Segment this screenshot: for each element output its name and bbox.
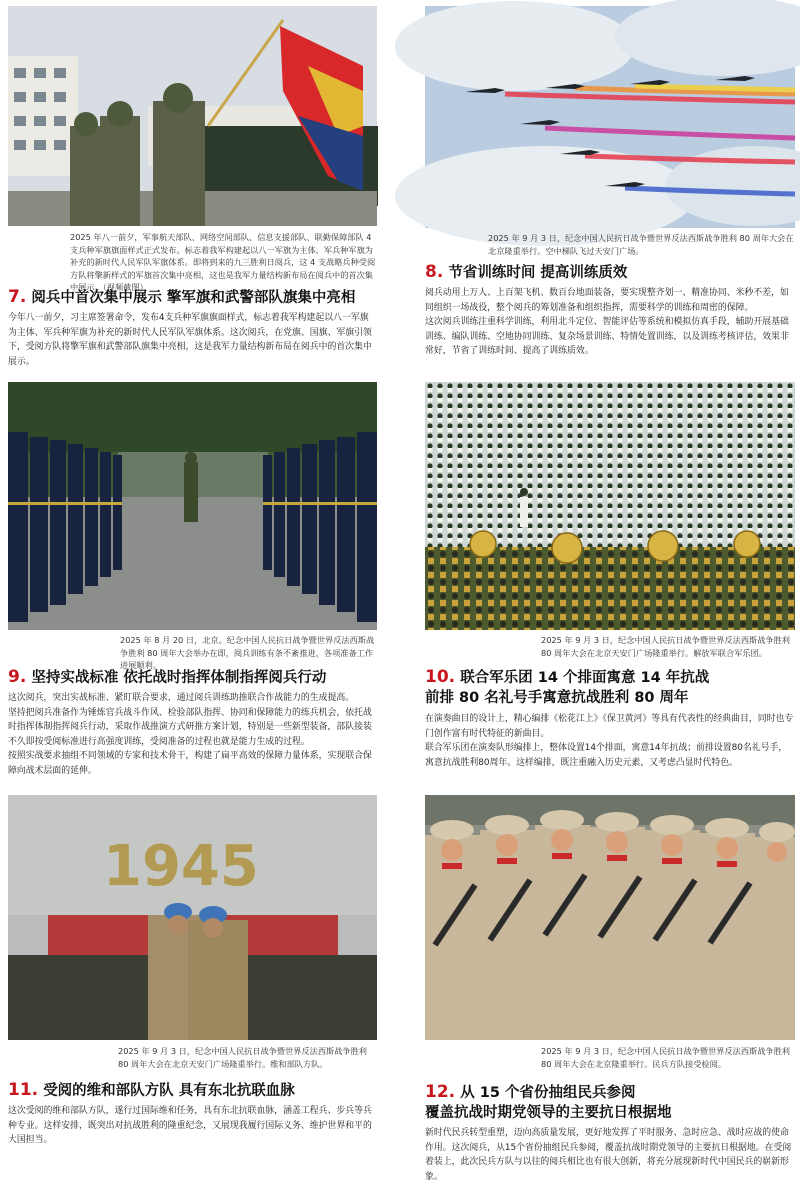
section-12-title: 从 15 个省份抽组民兵参阅 — [460, 1085, 636, 1101]
section-10-body — [425, 712, 795, 770]
section-12-heading — [425, 1082, 635, 1103]
section-10-paragraph-2: 联合军乐团在演奏队形编排上，整体设置14个排面，寓意14年抗战；前排设置80名礼号手，寓意抗战胜利80周年。这样编排，既注重融入历史元素，又考虑凸显时代特色。 — [425, 743, 788, 768]
section-10-subtitle: 前排 80 名礼号手寓意抗战胜利 80 周年 — [425, 690, 689, 706]
section-9-paragraph-1: 这次阅兵，突出实战标准、紧盯联合要求，通过阅兵训练助推联合作战能力的生成提高。 — [8, 693, 355, 703]
section-11-number: 11. — [8, 1080, 39, 1100]
section-11-title: 受阅的维和部队方队 具有东北抗联血脉 — [43, 1083, 295, 1099]
section-7-paragraph: 今年八一前夕，习主席签署命令，发布4支兵种军旗旗面样式，标志着我军构建起以八一军旗为主体、军兵种军旗为补充的新时代人民军队军旗体系。这次阅兵，在党旗、国旗、军旗引领下，受阅方队将擎军旗和武警部队旗集中亮相，这是我军力量结构新布局在阅兵中的首次集中展示。 — [8, 313, 372, 367]
section-10-caption: 2025 年 9 月 3 日，纪念中国人民抗日战争暨世界反法西斯战争胜利 80 周年大会在北京天安门广场隆重举行。解放军联合军乐团。 — [541, 635, 790, 658]
section-12-paragraph: 新时代民兵转型重塑，迈向高质量发展，更好地发挥了平时服务、急时应急、战时应战的使命作用。这次阅兵，从15个省份抽组民兵参阅，覆盖抗战时期党领导的主要抗日根据地。在受阅着装上，此次民兵方队与以往的阅兵相比也有很大创新，将充分展现新时代中国民兵的崭新形象。 — [425, 1128, 792, 1182]
section-12-number: 12. — [425, 1082, 456, 1102]
section-7-body — [8, 311, 377, 369]
section-9-caption: 2025 年 8 月 20 日，北京。纪念中国人民抗日战争暨世界反法西斯战争胜利 80 周年大会举办在即，阅兵训练有条不紊推进，各项准备工作进展顺利。 — [120, 635, 375, 670]
section-8-paragraph-1: 阅兵动用上万人、上百架飞机、数百台地面装备，要实现整齐划一、精准协同、米秒不差，如同组织一场战役，整个阅兵的筹划准备和组织指挥，需要科学的训练和周密的保障。 — [425, 288, 789, 313]
military-band-photo — [425, 382, 795, 630]
section-12-subtitle: 覆盖抗战时期党领导的主要抗日根据地 — [425, 1105, 672, 1121]
peacekeeping-troops-photo — [8, 795, 377, 1040]
parade-training-photo — [8, 382, 377, 630]
section-9-paragraph-2: 坚持把阅兵准备作为锤炼官兵战斗作风、检验部队指挥、协同和保障能力的练兵机会，依托战时指挥体制指挥阅兵行动，采取作战推演方式研推方案计划，特别是一些新型装备，部队接装不久即按受阅标准进行高强度训练，受阅准备的过程也就是能力生成的过程。 — [8, 707, 372, 747]
section-7-caption: 2025 年八一前夕，军事航天部队、网络空间部队、信息支援部队、联勤保障部队 4 支兵种军旗旗面样式正式发布。标志着我军构建起以八一军旗为主体、军兵种军旗为补充的新时代人民军队军旗体系。即将到来的九三胜利日阅兵，这 4 支战略兵种受阅方队将擎新样式的军旗首次集中亮相，这也是我军力量结构新布局在阅兵中的首次集中展示。（视频截图） — [70, 232, 376, 292]
section-9-heading — [8, 667, 326, 688]
section-11-caption: 2025 年 9 月 3 日，纪念中国人民抗日战争暨世界反法西斯战争胜利 80 周年大会在北京天安门广场隆重举行。维和部队方队。 — [118, 1046, 367, 1069]
section-11-heading — [8, 1080, 295, 1101]
section-11-body — [8, 1104, 377, 1148]
section-8-caption: 2025 年 9 月 3 日，纪念中国人民抗日战争暨世界反法西斯战争胜利 80 周年大会在北京隆重举行。空中梯队飞过天安门广场。 — [488, 233, 794, 256]
flag-guard-photo — [8, 6, 377, 226]
section-8-body — [425, 286, 795, 359]
section-8-number: 8. — [425, 262, 444, 282]
section-10-number: 10. — [425, 667, 456, 687]
section-10-heading — [425, 667, 709, 688]
section-11-paragraph: 这次受阅的维和部队方队，遂行过国际维和任务，具有东北抗联血脉，涵盖工程兵、步兵等兵种专业。这样安排，既突出对抗战胜利的隆重纪念，又展现我履行国际义务、维护世界和平的大国担当。 — [8, 1106, 372, 1145]
section-12-body — [425, 1126, 795, 1184]
section-9-title: 坚持实战标准 依托战时指挥体制指挥阅兵行动 — [31, 670, 327, 686]
section-8-paragraph-2: 这次阅兵训练注重科学训练，利用北斗定位、智能评估等系统和模拟仿真手段，辅助开展基础训练、编队训练、空地协同训练、复杂场景训练、特情处置训练，以及训练考核评估，效果非常好，节省了训练时间、提高了训练质效。 — [425, 317, 789, 356]
section-12-caption: 2025 年 9 月 3 日，纪念中国人民抗日战争暨世界反法西斯战争胜利 80 周年大会在北京隆重举行。民兵方队接受检阅。 — [541, 1046, 790, 1069]
section-7-heading — [8, 287, 355, 308]
section-10-paragraph-1: 在演奏曲目的设计上，精心编排《松花江上》《保卫黄河》等具有代表性的经典曲目，同时也专门创作富有时代特征的新曲目。 — [425, 714, 794, 739]
air-formation-photo — [425, 6, 795, 228]
section-8-heading — [425, 262, 627, 283]
section-9-number: 9. — [8, 667, 27, 687]
section-7-number: 7. — [8, 287, 27, 307]
section-8-title: 节省训练时间 提高训练质效 — [448, 265, 628, 281]
militia-formation-photo — [425, 795, 795, 1040]
section-10-title: 联合军乐团 14 个排面寓意 14 年抗战 — [460, 670, 710, 686]
section-7-title: 阅兵中首次集中展示 擎军旗和武警部队旗集中亮相 — [31, 290, 356, 306]
section-9-paragraph-3: 按照实战要求抽组不同领域的专家和技术骨干，构建了扁平高效的保障力量体系，实现联合保障向战术层面的延伸。 — [8, 751, 372, 776]
year-1945-sign: 1945 — [103, 834, 259, 899]
section-9-body — [8, 691, 377, 778]
